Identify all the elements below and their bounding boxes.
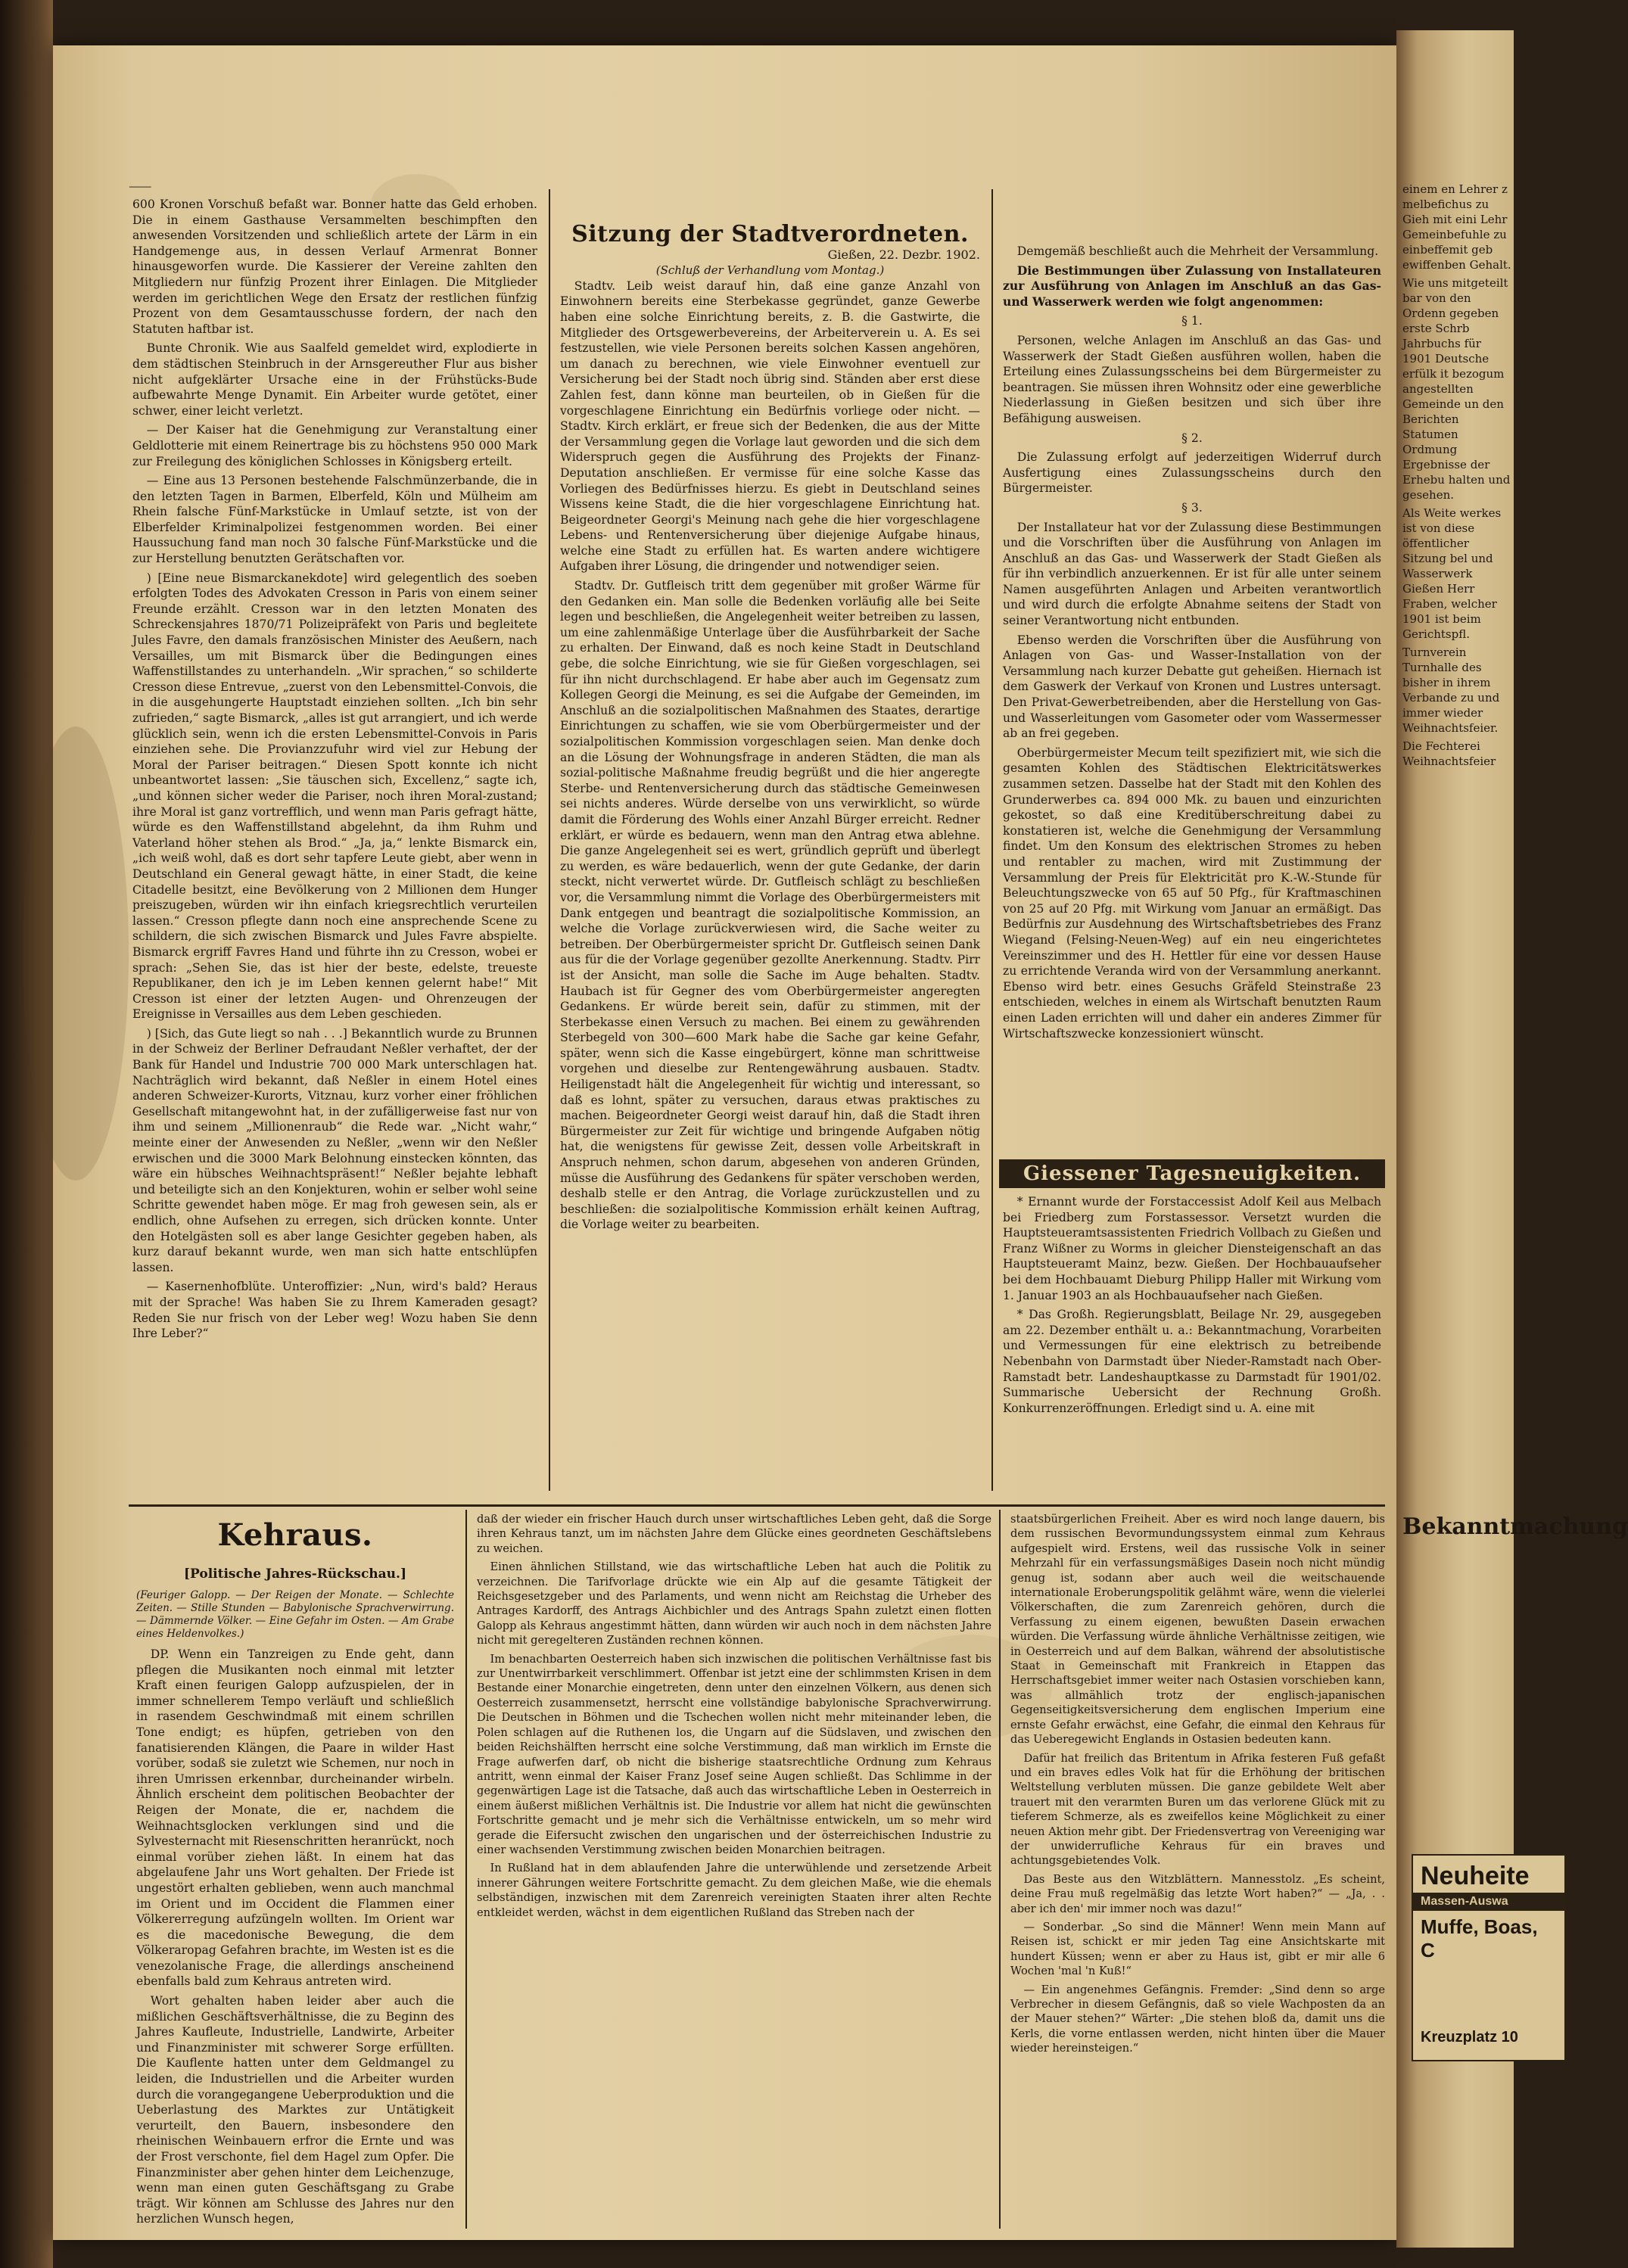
left-paragraph: ) [Eine neue Bismarckanekdote] wird gelegentlich des soeben erfolgten Todes des Advokaten Cresson in Paris von einem seiner Freunde erzählt. Cresson war in den letzten Monaten des Schreckensjahres 1870/71 Polizeipräfekt von Paris und begleitete Jules Favre, den damals französischen Minister des Aeußern, nach Versailles, um mit Bismarck über die Bedingungen eines Waffenstillstandes zu unterhandeln. „Wir sprachen,“ so schilderte Cresson diese Entrevue, „zuerst von den Lebensmittel-Convois, die in die ausgehungerte Hauptstadt einziehen sollten. „Ich bin sehr zufrieden,“ sagte Bismarck, „alles ist gut arrangiert, und ich werde glücklich sein, wenn ich die ersten Lebensmittel-Convois in Paris einziehen sehe. Die Provianzzufuhr wird viel zur Hebung der Moral der Pariser beitragen.“ Diesen Spott konnte ich nicht unbeantwortet lassen: „Sie täuschen sich, Excellenz,“ sagte ich, „und können sicher weder die Pariser, noch ihren Moral-zustand; ihre Moral ist ganz vortrefflich, und wenn man Paris gefragt hätte, würde es den Waffenstillstand abgelehnt, da ihm Ruhm und Vaterland höher stehen als Brod.“ „Ja, ja,“ lenkte Bismarck ein, „ich weiß wohl, daß es dort sehr tapfere Leute giebt, aber wenn in Deutschland ein General gewagt hätte, in einer Stadt, die keine Citadelle besitzt, eine Bevölkerung von 2 Millionen dem Hunger preiszugeben, würden wir ihn einfach kriegsrechtlich verurteilen lassen.“ Cresson pflegte dann noch eine ansprechende Scene zu schildern, die sich zwischen Bismarck und Jules Favre abspielte. Bismarck ergriff Favres Hand und führte ihn zu Cresson, wobei er sprach: „Sehen Sie, das ist hier der beste, edelste, treueste Republikaner, den ich je im Leben kennen gelernt habe!“ Mit Cresson ist einer der letzten Augen- und Ohrenzeugen der Ereignisse in Versailles aus dem Leben geschieden. (132, 571, 537, 1022)
newspaper-page (53, 45, 1396, 2240)
left-paragraph: — Kasernenhofblüte. Unteroffizier: „Nun, wird's bald? Heraus mit der Sprache! Was haben Sie zu Ihrem Kameraden gesagt? Reden Sie nur frisch von der Leber weg! Wozu haben Sie denn Ihre Leber?“ (132, 1280, 537, 1341)
adjacent-page-text (1402, 182, 1512, 772)
middle-paragraph: Stadtv. Leib weist darauf hin, daß eine ganze Anzahl von Einwohnern bereits eine Sterbekasse gegründet, ganze Gewerbe haben eine solche Einrichtung bereits, z. B. die Gastwirte, die Mitglieder des Ortsgewerbevereins, der Arbeiterverein u. A. Es sei festzustellen, wie viele Personen bereits solchen Kassen angehören, um danach zu berechnen, wie viele Einwohner eventuell zur Versicherung bei der Stadt noch übrig sind. Ständen aber erst diese Zahlen fest, dann könne man beurteilen, ob in Gießen für die vorgeschlagene Einrichtung ein Bedürfnis vorliege oder nicht. — Stadtv. Kirch erklärt, er freue sich der Bedenken, die aus der Mitte der Versammlung gegen die Vorlage laut geworden und die sich dem Widerspruch gegen die Ausführung des Projekts der Finanz-Deputation anschließen. Er vermisse für eine solche Kasse das Vorliegen des Bedürfnisses hierzu. Es giebt in Deutschland seines Wissens keine Stadt, die die hier vorgeschlagene Einrichtung hat. Beigeordneter Georgi's Meinung nach gehe die hier vorgeschlagene Lebens- und Rentenversicherung über diejenige Aufgabe hinaus, welche eine Stadt zu erfüllen hat. Es warten andere wichtigere Aufgaben ihrer Lösung, die dringender und notwendiger seien. (560, 278, 980, 574)
right-paragraph: Personen, welche Anlagen im Anschluß an das Gas- und Wasserwerk der Stadt Gießen ausführen wollen, haben die Erteilung eines Zulassungsscheins bei dem Bürgermeister zu beantragen. Sie müssen ihren Wohnsitz oder eine gewerbliche Niederlassung in Gießen besitzen und sich über ihre Befähigung ausweisen. (1003, 333, 1381, 425)
kehraus-paragraph: Wort gehalten haben leider aber auch die mißlichen Geschäftsverhältnisse, die zu Beginn des Jahres Kaufleute, Industrielle, Landwirte, Arbeiter und Finanzminister mit schwerer Sorge erfüllten. Die Kauflente hatten unter dem Geldmangel zu leiden, die Industriellen und die Arbeiter wurden durch die vorangegangene Ueberproduktion und die Ueberlastung des Marktes zur Untätigkeit verurteilt, den Bauern, insbesondere den rheinischen Weinbauern erfror die Ernte und was der Frost verschonte, fiel dem Hagel zum Opfer. Die Finanzminister aber gehen hinter dem Leichenzuge, wenn man einen guten Geschäftsgang zu Grabe trägt. Wir können am Schlusse des Jahres nur den herzlichen Wunsch hegen, (136, 1994, 454, 2226)
sitzung-dateline: Gießen, 22. Dezbr. 1902. (827, 247, 980, 262)
adjacent-fragment: Turnverein Turnhalle des bisher in ihrem Verbande zu und immer wieder Weihnachtsfeier. (1402, 646, 1500, 735)
ad-address: Kreuzplatz 10 (1421, 2029, 1518, 2046)
sitzung-heading: Sitzung der Stadtverordneten. (571, 221, 969, 247)
kehraus-paragraph: In Rußland hat in dem ablaufenden Jahre die unterwühlende und zersetzende Arbeit innerer Gährungen weitere Fortschritte gemacht. Zu dem gleichen Maße, wie die ehemals selbständigen, inzwischen mit dem Zarenreich vereinigten Staaten ihrer alten Rechte entkleidet werden, wächst in dem eigentlichen Rußland das Streben nach der (477, 1862, 991, 1919)
news-column (1003, 1194, 1381, 1420)
section-mark: § 1. (1181, 314, 1203, 328)
adjacent-fragment: Die Fechterei Weihnachtsfeier (1402, 739, 1496, 768)
kehraus-paragraph: DP. Wenn ein Tanzreigen zu Ende geht, dann pflegen die Musikanten noch einmal mit letzter Kraft einen feurigen Galopp aufzuspielen, der in immer schnellerem Tempo verläuft und schließlich in rasendem Geschwindmaß mit einem schrillen Tone endigt; es hüpfen, getrieben von den fanatisierenden Klängen, die Paare in wilder Hast vorüber, sodaß sie zuletzt wie Schemen, nur noch in ihren Umrissen erkennbar, durcheinander wirbeln. Ähnlich erscheint dem politischen Beobachter der Reigen der Monate, die er, nachdem die Weihnachtsglocken verklungen sind und die Sylvesternacht mit Riesenschritten heranrückt, noch einmal vorüber ziehen läßt. In einem hat das abgelaufene Jahr uns Wort gehalten. Der Friede ist ungestört erhalten geblieben, wenn auch manchmal im Orient und im Occident die Flammen einer Völkererregung aufzüngeln wollten. Im Orient war es die macedonische Bewegung, die dem Völkeraropag Gefahren brachte, im Westen ist es die venezolanische Frage, die allerdings anscheinend ebenfalls bald zum Kehraus antreten wird. (136, 1647, 454, 1989)
left-paragraph: 600 Kronen Vorschuß befaßt war. Bonner hatte das Geld erhoben. Die in einem Gasthause Versammelten beschimpften den anwesenden Vorsitzenden und schließlich artete der Lärm in ein Handgemenge aus, in dessen Verlauf Armenrat Bonner hinausgeworfen wurde. Die Kassierer der Vereine zahlten den Mitgliedern nur fünfzig Prozent ihrer Einlagen. Die Mitglieder werden im gerichtlichen Wege den Ersatz der restlichen fünfzig Prozent von dem Gesamtausschusse fordern, der nach den Statuten haftbar ist. (132, 198, 537, 336)
news-paragraph: * Das Großh. Regierungsblatt, Beilage Nr. 29, ausgegeben am 22. Dezember enthält u. a.: Bekanntmachung, Vorarbeiten und Vermessungen für eine elektrisch zu betreibende Nebenbahn von Darmstadt über Nieder-Ramstadt nach Ober-Ramstadt betr. Landeshauptkasse zu Darmstadt für 1901/02. Summarische Uebersicht der Rechnung Großh. Konkurrenzeröffnungen. Erledigt sind u. A. eine mit (1003, 1308, 1381, 1415)
right-column (1003, 244, 1381, 1045)
kehraus-paragraph: daß der wieder ein frischer Hauch durch unser wirtschaftliches Leben geht, daß die Sorge ihren Kehraus tanzt, um im nächsten Jahre dem Glücke eines geordneten Geschäftslebens zu weichen. (477, 1513, 991, 1555)
book-binding-shadow (0, 0, 53, 2268)
right-paragraph: Der Installateur hat vor der Zulassung diese Bestimmungen und die Vorschriften über die Ausführung von Anlagen im Anschluß an das Gas- und Wasserwerk der Stadt Gießen als für ihn verbindlich anzuerkennen. Er ist für alle unter seinem Namen ausgeführten Anlagen und Arbeiten verantwortlich und wird durch die erfolgte Abnahme seitens der Stadt von seiner Verantwortung nicht entbunden. (1003, 520, 1381, 628)
kehraus-paragraph: Im benachbarten Oesterreich haben sich inzwischen die politischen Verhältnisse fast bis zur Unentwirrbarkeit verschlimmert. Offenbar ist jetzt eine der schlimmsten Krisen in dem Bestande einer Monarchie eingetreten, denn unter den einzelnen Völkern, aus denen sich Oesterreich zusammensetzt, herrscht eine vollständige babylonische Sprachverwirrung. Die Deutschen in Böhmen und die Tschechen wollen nicht mehr miteinander leben, die Polen schlagen auf die Ruthenen los, die Ungarn auf die Südslaven, und zwischen den beiden Reichshälften herrscht eine solche Verstimmung, daß man wirklich im Ernste die Frage aufwerfen darf, ob nicht die bisherige staatsrechtliche Ordnung zum Kehraus antritt, wenn einmal der Kaiser Franz Josef seine Augen schließt. Das Schlimme in der gegenwärtigen Lage ist die Tatsache, daß auch das wirtschaftliche Leben in Oesterreich in einem äußerst mißlichen Verhältnis ist. Die Industrie vor allem hat nicht die gewünschten Fortschritte gemacht und je mehr sich die Verhältnisse entwickeln, um so mehr wird gerade die Eifersucht zwischen den ungarischen und der österreichischen Industrie zu einer wachsenden Verstimmung zwischen beiden Monarchien beitragen. (477, 1652, 991, 1856)
page-corner-mark: ⸺ (129, 179, 152, 194)
advertisement (1412, 1854, 1566, 2061)
adjacent-page-edge (1396, 30, 1628, 2248)
right-paragraph: Demgemäß beschließt auch die Mehrheit der Versammlung. (1016, 244, 1379, 258)
news-paragraph: * Ernannt wurde der Forstaccessist Adolf Keil aus Melbach bei Friedberg zum Forstassessor. Versetzt wurden die Hauptsteueramtsassistenten Friedrich Vollbach zu Gießen und Franz Wißner zu Worms in gleicher Diensteigenschaft an das Hauptsteueramt Mainz, bezw. Gießen. Der Hochbauaufseher bei dem Hochbauamt Dieburg Philipp Haller mit Wirkung vom 1. Januar 1903 an als Hochbauaufseher nach Gießen. (1003, 1195, 1381, 1302)
ad-text: Muffe, Boas, C (1421, 1915, 1538, 1962)
left-paragraph: — Der Kaiser hat die Genehmigung zur Veranstaltung einer Geldlotterie mit einem Reinertrage bis zu höchstens 950 000 Mark zur Freilegung des königlichen Schlosses in Königsberg erteilt. (132, 423, 537, 468)
kehraus-subheading: [Politische Jahres-Rückschau.] (183, 1566, 406, 1582)
ad-band: Massen-Auswa (1413, 1893, 1564, 1911)
column-divider (465, 1510, 467, 2229)
right-paragraph: Die Bestimmungen über Zulassung von Installateuren zur Ausführung von Anlagen im Anschluß an das Gas- und Wasserwerk werden wie folgt angenommen: (1003, 263, 1381, 309)
right-paragraph: Oberbürgermeister Mecum teilt spezifiziert mit, wie sich die gesamten Kohlen des Städtischen Elektricitätswerkes zusammen setzen. Dasselbe hat der Stadt mit den Kohlen des Grunderwerbes ca. 894 000 Mk. zu bauen und einzurichten gekostet, so daß eine Kreditüberschreitung dabei zu konstatieren ist, welche die Genehmigung der Versammlung findet. Um den Konsum des elektrischen Stromes zu heben und rentabler zu machen, wird mit Zustimmung der Versammlung der Preis für Elektricität pro K.-W.-Stunde für Beleuchtungszwecke von 65 auf 50 Pfg., für Kraftmaschinen von 25 auf 20 Pfg. mit Wirkung vom Januar an ermäßigt. Das Bedürfnis zur Ausdehnung des Wirtschaftsbetriebes des Franz Wiegand (Felsing-Neuen-Weg) auf ein neu eingerichtetes Vereinszimmer und des H. Hettler für eine vor dessen Hause zu errichtende Veranda wird von der Versammlung anerkannt. Ebenso wird betr. eines Gesuchs Gräfeld Steinstraße 23 entschieden, welches in einem als Wirtschaft benutzten Raum einen Laden errichten will und daher ein anderes Zimmer für Wirtschaftszwecke konzessioniert wünscht. (1003, 745, 1381, 1041)
adjacent-fragment: einem en Lehrer z melbefichus zu Gieh mit eini Lehr Gemeinbefuhle zu einbeffemit geb ewiffenben Gehalt. (1402, 182, 1511, 272)
ad-title: Neuheite (1421, 1862, 1530, 1890)
right-paragraph: Ebenso werden die Vorschriften über die Ausführung von Anlagen von Gas- und Wasser-Installation von der Versammlung nach kurzer Debatte gut geheißen. Hiernach ist dem Gaswerk der Verkauf von Kronen und Lustres untersagt. Den Privat-Gewerbetreibenden, aber die Herstellung von Gas- und Wasserleitungen vom Gasometer oder vom Wassermesser ab an frei gegeben. (1003, 633, 1381, 741)
column-divider (991, 189, 993, 1491)
kehraus-column-1 (136, 1589, 454, 2231)
witz-paragraph: Das Beste aus den Witzblättern. Mannesstolz. „Es scheint, deine Frau muß regelmäßig das letzte Wort haben?“ — „Ja, . . aber ich den' mir immer noch was dazu!“ (1010, 1872, 1385, 1915)
kehraus-contents: (Feuriger Galopp. — Der Reigen der Monate. — Schlechte Zeiten. — Stille Stunden — Babylonische Sprachverwirrung. — Dämmernde Völker. — Eine Gefahr im Osten. — Am Grabe eines Heldenvolkes.) (136, 1589, 454, 1640)
section-mark: § 2. (1181, 431, 1203, 445)
left-paragraph: Bunte Chronik. Wie aus Saalfeld gemeldet wird, explodierte in dem städtischen Steinbruch in der Arnsgereuther Flur aus bisher nicht aufgeklärter Ursache eine in der Frühstücks-Bude aufbewahrte Menge Dynamit. Ein Arbeiter wurde getötet, einer schwer, einer leicht verletzt. (132, 341, 537, 418)
witz-paragraph: — Ein angenehmes Gefängnis. Fremder: „Sind denn so arge Verbrecher in diesem Gefängnis, daß so viele Wachposten da an der Mauer stehen?“ Wärter: „Die stehen bloß da, damit uns die Kerls, die vorne entlassen werden, nicht hinten über die Mauer wieder hereinsteigen.“ (1010, 1983, 1385, 2055)
right-paragraph: Die Zulassung erfolgt auf jederzeitigen Widerruf durch Ausfertigung eines Zulassungsscheins durch den Bürgermeister. (1003, 450, 1381, 496)
left-column (132, 197, 537, 1346)
adjacent-fragment: Wie uns mitgeteilt bar von den Ordenn gegeben erste Schrb Jahrbuchs für 1901 Deutsche erfülk it bezogum angestellten Gemeinde un den Berichten Statumen Ordmung Ergebnisse der Erhebu halten und gesehen. (1402, 276, 1511, 502)
kehraus-heading: Kehraus. (217, 1517, 373, 1553)
witz-paragraph: — Sonderbar. „So sind die Männer! Wenn mein Mann auf Reisen ist, schickt er mir jeden Tag eine Ansichtskarte mit hundert Küssen; wenn er aber zu Haus ist, gibt er mir alle 6 Wochen 'mal 'n Kuß!“ (1010, 1920, 1385, 1978)
kehraus-paragraph: staatsbürgerlichen Freiheit. Aber es wird noch lange dauern, bis dem russischen Bevormundungssystem einmal zum Kehraus aufgespielt wird. Erstens, weil das russische Volk in seiner Mehrzahl für ein verfassungsmäßiges Dasein noch nicht mündig genug ist, sodann aber auch weil die weitschauende internationale Eroberungspolitik gelähmt wäre, wenn die vielerlei Völkerschaften, die zum Zarenreich gehören, durch die Verfassung zu einem eigenen, bewußten Dasein erwachen würden. Die Verfassung würde ähnliche Verhältnisse zeitigen, wie in Oesterreich und auf dem Balkan, während der absolutistische Staat in Gemeinschaft mit Frankreich in Etappen das Herrschaftsgebiet immer weiter nach Ostasien vorschieben kann, was allmählich trotz der englisch-japanischen Gegenseitigkeitsversicherung dem englischen Imperium eine ernste Gefahr erwächst, eine Gefahr, die einmal den Kehraus für das Ueberegewicht Englands in Ostasien bedeuten kann. (1010, 1513, 1385, 1747)
kehraus-column-3 (1010, 1512, 1385, 2060)
middle-column (560, 221, 980, 1237)
adjacent-fragment: Als Weite werkes ist von diese öffentlicher Sitzung bel und Wasserwerk Gießen Herr Fraben, welcher 1901 ist beim Gerichtspfl. (1402, 506, 1502, 641)
left-paragraph: ) [Sich, das Gute liegt so nah . . .] Bekanntlich wurde zu Brunnen in der Schweiz der Berliner Defraudant Neßler verhaftet, der der Bank für Handel und Industrie 700 000 Mark unterschlagen hat. Nachträglich wird bekannt, daß Neßler in einem Hotel eines anderen Schweizer-Kurorts, Vitznau, kurz vorher einer fröhlichen Gesellschaft mitangewohnt hat, in der zufälligerweise fast nur von ihm und seinem „Millionenraub“ die Rede war. „Nicht wahr,“ meinte einer der Anwesenden zu Neßler, „wenn wir den Neßler erwischen und die 3000 Mark Belohnung einstecken könnten, das wäre ein hübsches Weihnachtspräsent!“ Neßler bejahte lebhaft und beteiligte sich an den Konjekturen, wohin er selber wohl seine Schritte gewendet haben möge. Er mag froh gewesen sein, als er endlich, ohne Aufsehen zu erregen, sich drücken konnte. Unter den Hotelgästen soll es aber lange Gesichter gegeben haben, als kurz darauf bekannt wurde, wen man sich hatte entschlüpfen lassen. (132, 1026, 537, 1274)
kehraus-column-2 (477, 1512, 991, 1924)
section-divider (129, 1504, 1385, 1507)
sitzung-subheading: (Schluß der Verhandlung vom Montag.) (655, 263, 885, 278)
giessener-tagesneuigkeiten-heading: Giessener Tagesneuigkeiten. (999, 1159, 1385, 1188)
column-divider (549, 189, 550, 1491)
kehraus-paragraph: Einen ähnlichen Stillstand, wie das wirtschaftliche Leben hat auch die Politik zu verzeichnen. Die Tarifvorlage drückte wie ein Alp auf die gesamte Tätigkeit der Reichsgesetzgeber und des Parlaments, und wenn nicht am Reichstag die Urheber des Antrages Kardorff, des Antrags Aichbichler und des Antrags Spahn zuletzt einen flotten Galopp als Kehraus angestimmt hätten, dann würden wir auch noch in dem nächsten Jahre nicht mit geregelteren Zuständen rechnen können. (477, 1560, 991, 1647)
left-paragraph: — Eine aus 13 Personen bestehende Falschmünzerbande, die in den letzten Tagen in Barmen, Elberfeld, Köln und Mülheim am Rhein falsche Fünf-Markstücke in Umlauf setzte, ist von der Elberfelder Kriminalpolizei festgenommen worden. Bei einer Haussuchung fand man noch 30 falsche Fünf-Markstücke und die zur Herstellung benutzten Gerätschaften vor. (132, 474, 537, 566)
middle-paragraph: Stadtv. Dr. Gutfleisch tritt dem gegenüber mit großer Wärme für den Gedanken ein. Man solle die Bedenken vorläufig alle bei Seite legen und beschließen, die Angelegenheit weiter betreiben zu lassen, um eine zahlenmäßige Unterlage über die Ausführbarkeit der Sache zu erhalten. Der Einwand, daß es noch keine Stadt in Deutschland gebe, die solche Einrichtung, wie sie für Gießen vorgeschlagen, sei für ihn nicht durchschlagend. Er habe aber auch im Gegensatz zum Kollegen Georgi die Meinung, es sei die Aufgabe der Gemeinden, im Anschluß an die sozialpolitischen Maßnahmen des Staates, derartige Einrichtungen zu schaffen, wie sie vom Oberbürgermeister und der sozialpolitischen Kommission vorgeschlagen seien. Man denke doch an die Lösung der Wohnungsfrage in anderen Städten, die man als sozial-politische Maßnahme freudig begrüßt und die hier angeregte Sterbe- und Rentenversicherung durch das städtische Gemeinwesen sei nichts anderes. Würde derselbe von uns verwirklicht, so würde damit die Förderung des Wohls einer Anzahl Bürger erreicht. Redner erklärt, er würde es bedauern, wenn man den Antrag etwa ablehne. Die ganze Angelegenheit sei es wert, gründlich geprüft und überlegt zu werden, es wäre bedauerlich, wenn der gute Gedanke, der darin steckt, nicht verwertet würde. Dr. Gutfleisch schlägt zu beschließen vor, die Versammlung nimmt die Vorlage des Oberbürgermeisters mit Dank entgegen und beantragt die sozialpolitische Kommission, an welche die Vorlage zurückverwiesen wird, die Sache weiter zu betreiben. Der Oberbürgermeister spricht Dr. Gutfleisch seinen Dank aus für die der Vorlage gegenüber gezollte Anerkennung. Stadtv. Pirr ist der Ansicht, man solle die Sache im Auge behalten. Stadtv. Haubach ist für Gegner des vom Oberbürgermeister angeregten Gedankens. Er würde bereit sein, dafür zu stimmen, mit der Sterbekasse einen Versuch zu machen. Bei einem zu gewährenden Sterbegeld von 300—600 Mark habe die Sache gar keine Gefahr, später, wenn sich die Kasse eingebürgert, könne man schrittweise vorgehen und dieselbe zur Rentengewährung ausbauen. Stadtv. Heiligenstadt hält die Angelegenheit für wichtig und interessant, so daß es lohnt, später zu versuchen, daraus etwas praktisches zu machen. Beigeordneter Georgi weist darauf hin, daß die Stadt ihren Bürgermeister zur Zeit für wichtige und bringende Aufgaben nötig hat, die wenigstens für gewisse Zeit, dessen volle Arbeitskraft in Anspruch nehmen, schon darum, abgesehen von anderen Gründen, müsse die Ausführung des Gedankens für später verschoben werden, deshalb stelle er den Antrag, die Vorlage zurückzustellen und zu beschließen: die sozialpolitische Kommission erhält keinen Auftrag, die Vorlage weiter zu bearbeiten. (560, 579, 980, 1232)
kehraus-paragraph: Dafür hat freilich das Britentum in Afrika festeren Fuß gefaßt und ein braves edles Volk hat für die Erhöhung der britischen Weltstellung verbluten müssen. Die ganze gebildete Welt aber trauert mit den verarmten Buren um das verlorene Glück mit zu tieferem Schmerze, als es zweifellos keine Möglichkeit zu einer neuen Aktion mehr gibt. Der Friedensvertrag von Vereeniging war der unwiderrufliche Kehraus für ein braves und achtungsgebietendes Volk. (1010, 1751, 1385, 1868)
adjacent-heading: Bekanntmachung (1402, 1514, 1628, 1540)
section-mark: § 3. (1181, 500, 1203, 515)
column-divider (999, 1510, 1001, 2229)
